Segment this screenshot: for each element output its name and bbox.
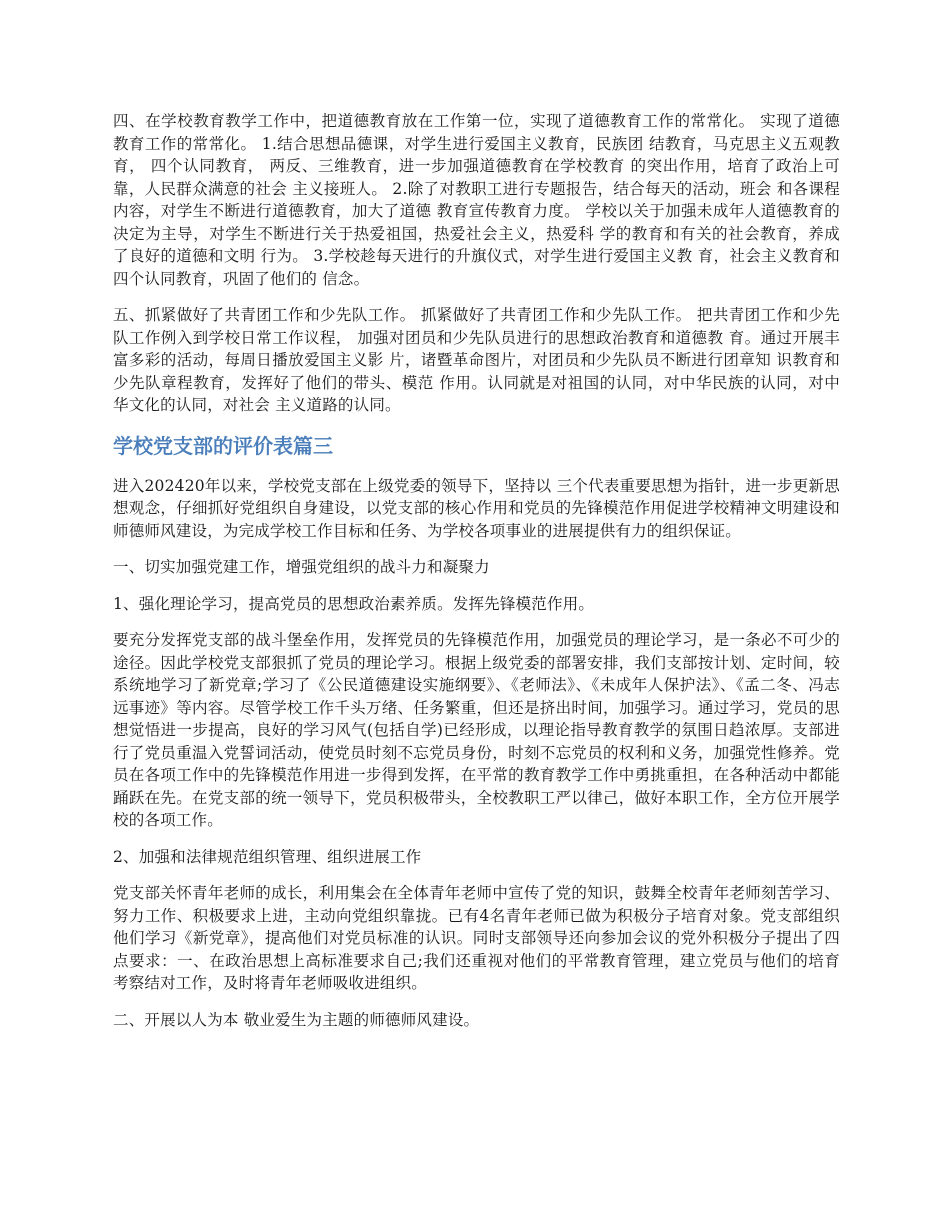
paragraph-subitem-two-title: 2、加强和法律规范组织管理、组织进展工作 <box>113 847 422 866</box>
section-heading: 学校党支部的评价表篇三 <box>113 433 333 458</box>
paragraph-item-one-title: 一、切实加强党建工作，增强党组织的战斗力和凝聚力 <box>113 558 490 576</box>
paragraph-subitem-one-title: 1、强化理论学习，提高党员的思想政治素养质。发挥先锋模范作用。 <box>113 594 595 613</box>
paragraph-intro: 进入202420年以来，学校党支部在上级党委的领导下，坚持以 三个代表重要思想为指针，进一步更新思想观念，仔细抓好党组织自身建设，以党支部的核心作用和党员的先锋模范作用促进学校精神文明建设和师德师风建设，为完成学校工作目标和任务、为学校各项事业的进展提供有力的组织保证。 <box>113 476 840 540</box>
paragraph-item-two-title: 二、开展以人为本 敬业爱生为主题的师德师风建设。 <box>113 1010 480 1029</box>
paragraph-moral-education: 四、在学校教育教学工作中，把道德教育放在工作第一位，实现了道德教育工作的常常化。 实现了道德教育工作的常常化。 1.结合思想品德课，对学生进行爱国主义教育，民族团 结教育，马克思主义五观教育， 四个认同教育， 两反、三维教育，进一步加强道德教育在学校教育 的突出作用，培育了政治上可靠，人民群众满意的社会 主义接班人。 2.除了对教职工进行专题报告，结合每天的活动，班会 和各课程内容，对学生不断进行道德教育，加大了道德 教育宣传教育力度。 学校以关于加强未成年人道德教育的决定为主导，对学生不断进行关于热爱祖国，热爱社会主义，热爱科 学的教育和有关的社会教育，养成了良好的道德和文明 行为。 3.学校趁每天进行的升旗仪式，对学生进行爱国主义教 育，社会主义教育和四个认同教育，巩固了他们的 信念。 <box>113 112 840 288</box>
paragraph-theory-study: 要充分发挥党支部的战斗堡垒作用，发挥党员的先锋模范作用，加强党员的理论学习，是一条必不可少的途径。因此学校党支部狠抓了党员的理论学习。根据上级党委的部署安排，我们支部按计划、定时间，较系统地学习了新党章;学习了《公民道德建设实施纲要》、《老师法》、《未成年人保护法》、《孟二冬、冯志远事迹》等内容。尽管学校工作千头万绪、任务繁重，但还是挤出时间，加强学习。通过学习，党员的思想觉悟进一步提高，良好的学习风气(包括自学)已经形成，以理论指导教育教学的氛围日趋浓厚。支部进行了党员重温入党誓词活动，使党员时刻不忘党员身份，时刻不忘党员的权利和义务，加强党性修养。党员在各项工作中的先锋模范作用进一步得到发挥，在平常的教育教学工作中勇挑重担，在各种活动中都能踊跃在先。在党支部的统一领导下，党员积极带头，全校教职工严以律己，做好本职工作，全方位开展学校的各项工作。 <box>113 631 840 829</box>
paragraph-youth-league: 五、抓紧做好了共青团工作和少先队工作。 抓紧做好了共青团工作和少先队工作。 把共青团工作和少先队工作例入到学校日常工作议程， 加强对团员和少先队员进行的思想政治教育和道德教 育。通过开展丰富多彩的活动，每周日播放爱国主义影 片，诸暨革命图片，对团员和少先队员不断进行团章知 识教育和少先队章程教育，发挥好了他们的带头、模范 作用。认同就是对祖国的认同，对中华民族的认同，对中华文化的认同，对社会 主义道路的认同。 <box>113 306 840 414</box>
document-body <box>113 110 840 1045</box>
paragraph-young-teachers: 党支部关怀青年老师的成长，利用集会在全体青年老师中宣传了党的知识，鼓舞全校青年老师刻苦学习、努力工作、积极要求上进，主动向党组织靠拢。已有4名青年老师已做为积极分子培育对象。党支部组织他们学习《新党章》，提高他们对党员标准的认识。同时支部领导还向参加会议的党外积极分子提出了四点要求：一、在政治思想上高标准要求自己;我们还重视对他们的平常教育管理，建立党员与他们的培育考察结对工作，及时将青年老师吸收进组织。 <box>113 884 840 992</box>
